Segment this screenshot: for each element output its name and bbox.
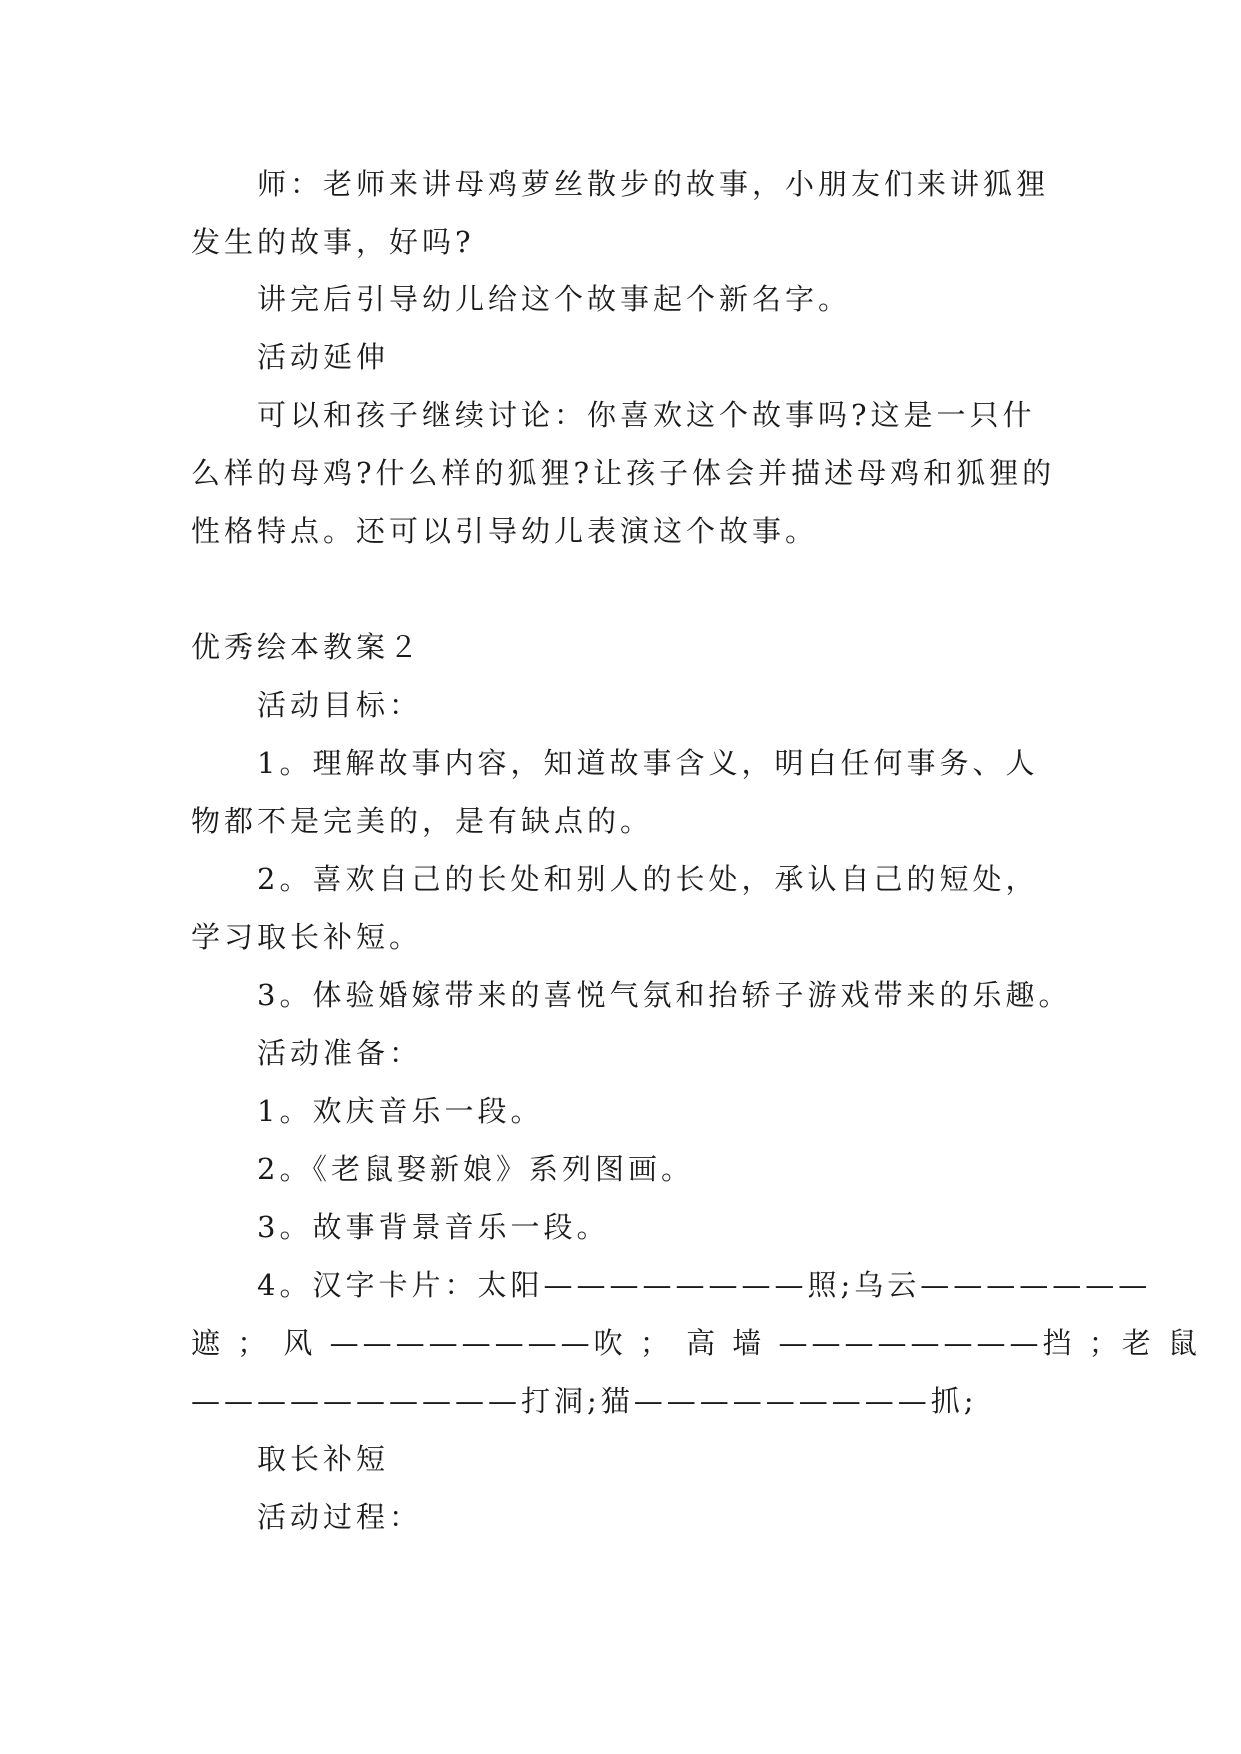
text-line: 2。喜欢自己的长处和别人的长处，承认自己的短处， xyxy=(257,862,1039,896)
text-line: 2。《老鼠娶新娘》系列图画。 xyxy=(257,1152,694,1186)
paragraph-rename-story xyxy=(191,270,1051,328)
text-line: 学习取长补短。 xyxy=(191,920,423,954)
text-line: 师：老师来讲母鸡萝丝散步的故事，小朋友们来讲狐狸 xyxy=(257,167,1050,201)
text-line: 3。体验婚嫁带来的喜悦气氛和抬轿子游戏带来的乐趣。 xyxy=(257,978,1072,1012)
prep-item-4 xyxy=(191,1256,1201,1430)
prep-item-2 xyxy=(191,1140,1051,1198)
heading-activity-process xyxy=(191,1488,1051,1546)
text-line: 3。故事背景音乐一段。 xyxy=(257,1210,610,1244)
heading-activity-prep xyxy=(191,1024,1051,1082)
prep-item-3 xyxy=(191,1198,1051,1256)
subheading-take-strengths xyxy=(191,1430,1051,1488)
text-line: 1。理解故事内容，知道故事含义，明白任何事务、人 xyxy=(257,746,1039,780)
heading-activity-extension xyxy=(191,328,1051,386)
paragraph-teacher-intro xyxy=(191,155,1051,271)
text-line: 1。欢庆音乐一段。 xyxy=(257,1094,544,1128)
text-line: 么样的母鸡?什么样的狐狸?让孩子体会并描述母鸡和狐狸的 xyxy=(191,456,1056,490)
text-line: 遮 ； 风 ————————吹 ； 高 墙 ————————挡 ；老 鼠 xyxy=(191,1326,1201,1360)
text-line: 发生的故事，好吗? xyxy=(191,225,475,259)
text-line: 讲完后引导幼儿给这个故事起个新名字。 xyxy=(257,282,852,316)
text-line: 优秀绘本教案２ xyxy=(191,630,423,664)
text-line: 活动延伸 xyxy=(257,340,390,374)
text-line: 取长补短 xyxy=(257,1442,390,1476)
text-line: 可以和孩子继续讨论：你喜欢这个故事吗?这是一只什 xyxy=(257,398,1036,432)
goal-item-2 xyxy=(191,850,1051,966)
paragraph-extension-content xyxy=(191,386,1056,560)
text-line: 性格特点。还可以引导幼儿表演这个故事。 xyxy=(191,514,819,548)
text-line: 4。汉字卡片：太阳————————照;乌云——————— xyxy=(257,1268,1152,1302)
text-line: 活动准备： xyxy=(257,1036,423,1070)
heading-activity-goals xyxy=(191,676,1051,734)
goal-item-3 xyxy=(191,966,1072,1024)
section-title xyxy=(191,618,1051,676)
text-line: 物都不是完美的，是有缺点的。 xyxy=(191,804,654,838)
text-line: 活动目标： xyxy=(257,688,423,722)
text-line: ——————————打洞;猫—————————抓; xyxy=(191,1384,978,1418)
text-line: 活动过程： xyxy=(257,1500,423,1534)
prep-item-1 xyxy=(191,1082,1051,1140)
goal-item-1 xyxy=(191,734,1051,850)
